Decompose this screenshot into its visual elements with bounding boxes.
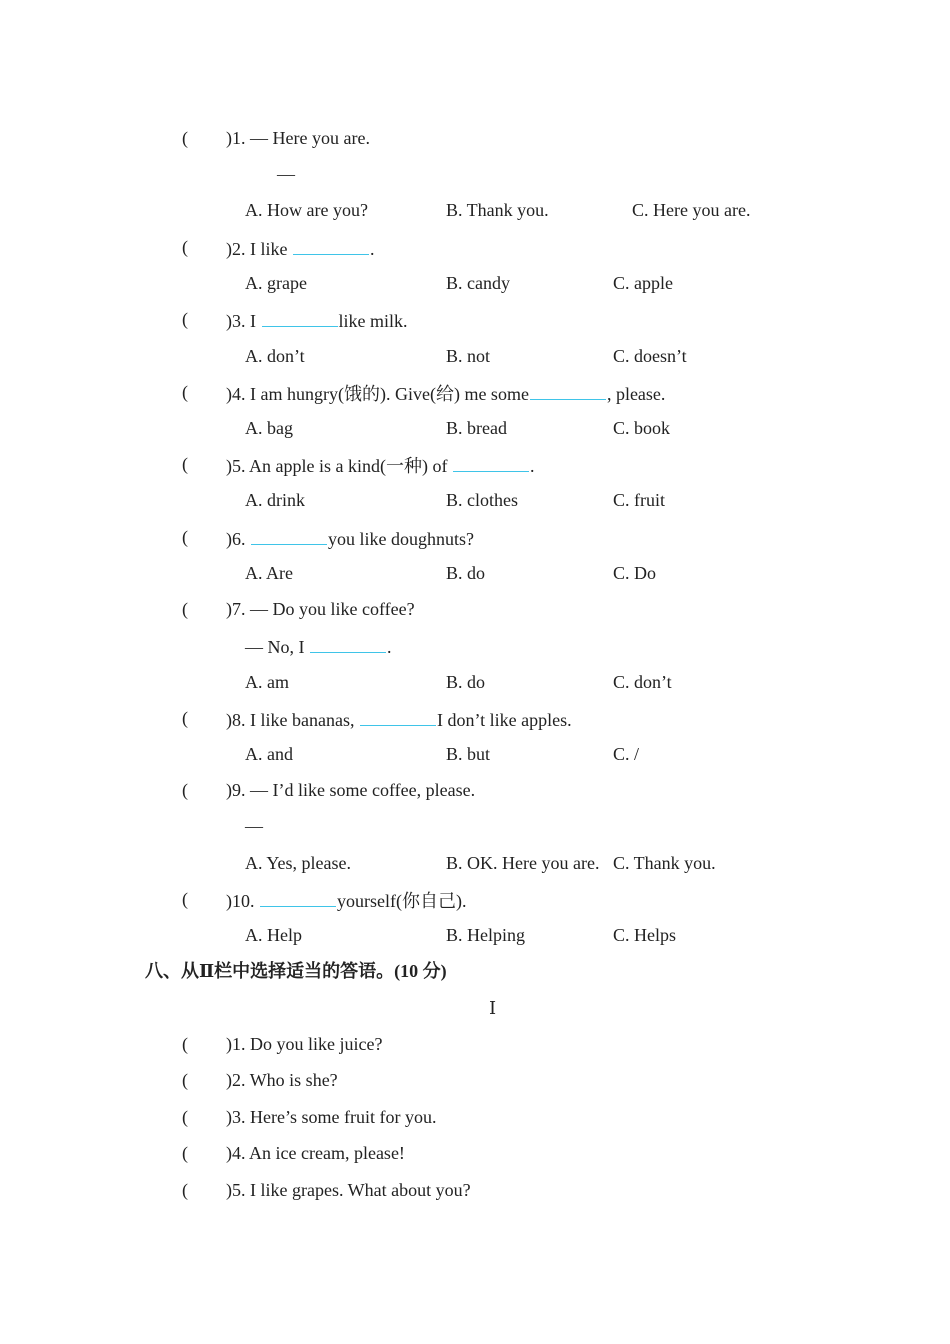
answer-paren-open[interactable]: ( [182, 382, 188, 402]
response-line: — No, I . [245, 634, 392, 658]
option-b[interactable]: B. Helping [446, 925, 525, 945]
option-c[interactable]: C. doesn’t [613, 346, 687, 366]
option-c[interactable]: C. Helps [613, 925, 676, 945]
option-a[interactable]: A. Are [245, 563, 293, 583]
column-label: Ⅰ [489, 998, 497, 1018]
answer-paren-open[interactable]: ( [182, 708, 188, 728]
item-text: )2. Who is she? [226, 1070, 338, 1090]
question-text: )10. yourself(你自己). [226, 888, 466, 912]
option-b[interactable]: B. candy [446, 273, 510, 293]
section-heading: 八、从Ⅱ栏中选择适当的答语。(10 分) [145, 961, 447, 981]
question-text: )8. I like bananas, I don’t like apples. [226, 707, 572, 731]
option-b[interactable]: B. but [446, 744, 491, 764]
question-text: )6. you like doughnuts? [226, 526, 474, 550]
option-a[interactable]: A. How are you? [245, 200, 368, 220]
option-a[interactable]: A. Help [245, 925, 302, 945]
option-b[interactable]: B. clothes [446, 490, 518, 510]
answer-paren-open[interactable]: ( [182, 1070, 188, 1090]
response-line: — [277, 164, 295, 184]
answer-paren-open[interactable]: ( [182, 237, 188, 257]
fill-blank[interactable] [262, 308, 338, 327]
answer-paren-open[interactable]: ( [182, 780, 188, 800]
answer-paren-open[interactable]: ( [182, 1180, 188, 1200]
answer-paren-open[interactable]: ( [182, 599, 188, 619]
fill-blank[interactable] [260, 888, 336, 907]
answer-paren-open[interactable]: ( [182, 1107, 188, 1127]
answer-paren-open[interactable]: ( [182, 454, 188, 474]
answer-paren-open[interactable]: ( [182, 1143, 188, 1163]
option-c[interactable]: C. don’t [613, 672, 672, 692]
fill-blank[interactable] [530, 381, 606, 400]
answer-paren-open[interactable]: ( [182, 527, 188, 547]
option-a[interactable]: A. am [245, 672, 289, 692]
fill-blank[interactable] [251, 526, 327, 545]
question-text: )5. An apple is a kind(一种) of . [226, 453, 534, 477]
option-b[interactable]: B. bread [446, 418, 507, 438]
option-a[interactable]: A. grape [245, 273, 307, 293]
option-b[interactable]: B. not [446, 346, 491, 366]
option-c[interactable]: C. Here you are. [632, 200, 751, 220]
option-a[interactable]: A. don’t [245, 346, 305, 366]
option-a[interactable]: A. drink [245, 490, 305, 510]
fill-blank[interactable] [310, 634, 386, 653]
answer-paren-open[interactable]: ( [182, 1034, 188, 1054]
option-a[interactable]: A. and [245, 744, 293, 764]
option-b[interactable]: B. Thank you. [446, 200, 549, 220]
option-b[interactable]: B. do [446, 672, 486, 692]
option-c[interactable]: C. fruit [613, 490, 665, 510]
answer-paren-open[interactable]: ( [182, 309, 188, 329]
option-b[interactable]: B. OK. Here you are. [446, 853, 600, 873]
question-text: )2. I like . [226, 236, 375, 260]
fill-blank[interactable] [453, 453, 529, 472]
option-c[interactable]: C. book [613, 418, 671, 438]
answer-paren-open[interactable]: ( [182, 128, 188, 148]
question-text: )4. I am hungry(饿的). Give(给) me some , please. [226, 381, 665, 405]
item-text: )5. I like grapes. What about you? [226, 1180, 471, 1200]
fill-blank[interactable] [293, 236, 369, 255]
question-text: )9. — I’d like some coffee, please. [226, 780, 476, 800]
response-line: — [245, 816, 263, 836]
item-text: )1. Do you like juice? [226, 1034, 383, 1054]
answer-paren-open[interactable]: ( [182, 889, 188, 909]
option-b[interactable]: B. do [446, 563, 486, 583]
option-a[interactable]: A. bag [245, 418, 293, 438]
option-c[interactable]: C. / [613, 744, 640, 764]
item-text: )3. Here’s some fruit for you. [226, 1107, 437, 1127]
option-a[interactable]: A. Yes, please. [245, 853, 351, 873]
item-text: )4. An ice cream, please! [226, 1143, 405, 1163]
option-c[interactable]: C. Thank you. [613, 853, 716, 873]
question-text: )1. — Here you are. [226, 128, 370, 148]
fill-blank[interactable] [360, 707, 436, 726]
question-text: )3. I like milk. [226, 308, 408, 332]
question-text: )7. — Do you like coffee? [226, 599, 415, 619]
option-c[interactable]: C. apple [613, 273, 673, 293]
option-c[interactable]: C. Do [613, 563, 657, 583]
